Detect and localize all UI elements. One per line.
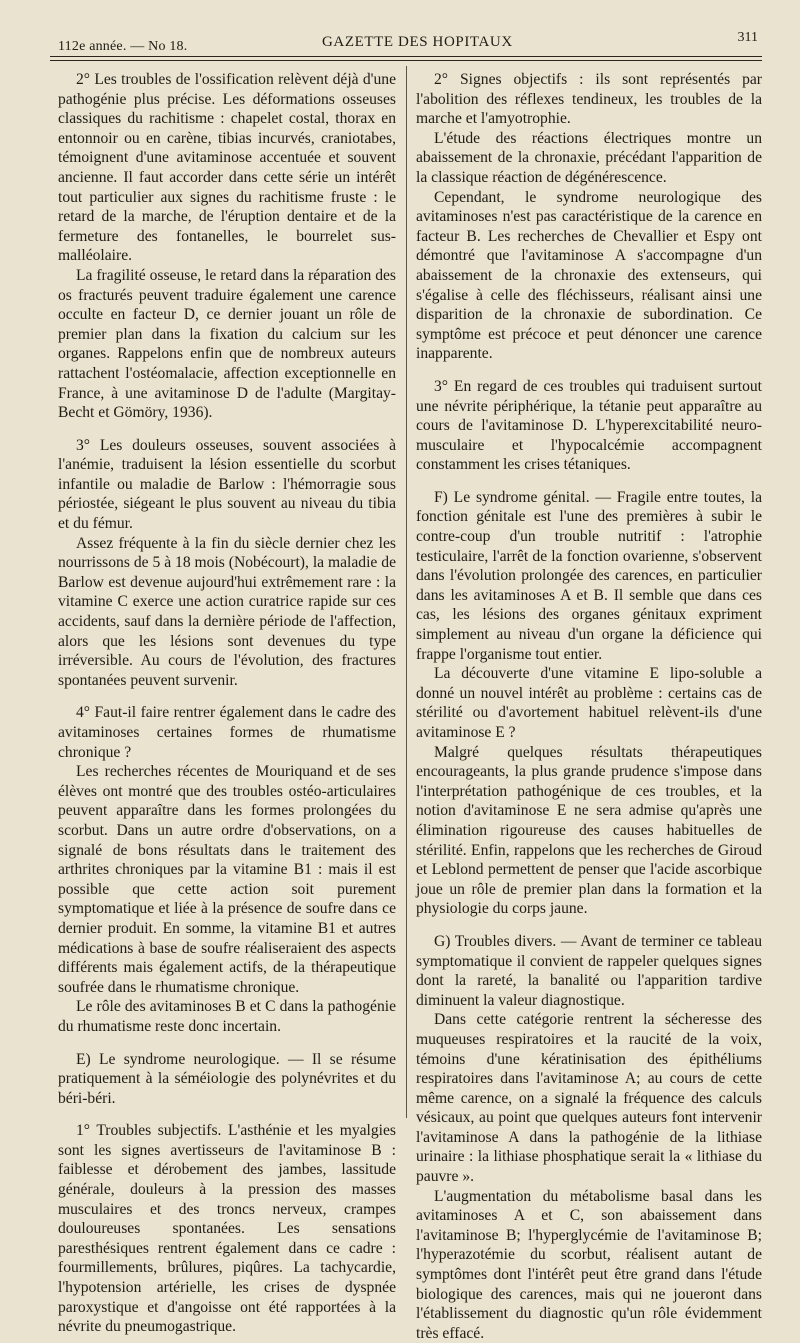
paragraph: 3° En regard de ces troubles qui traduisent surtout une névrite périphérique, la tétanie peut apparaître au cours de l'avitaminose D. L'hyperexcitabilité neuro-musculaire et l'hypocalcémie accompagnent constamment les crises tétaniques. — [416, 377, 762, 474]
paragraph: Dans cette catégorie rentrent la sécheresse des muqueuses respiratoires et la raucité de la voix, témoins d'une kératinisation des épithéliums respiratoires dans l'avitaminose A; au cours de cette même carence, on a signalé la fréquence des calculs vésicaux, au point que quelques auteurs font intervenir l'avitaminose A dans la pathogénie de la lithiase urinaire : la lithiase phosphatique serait la « lithiase du pauvre ». — [416, 1011, 762, 1186]
paragraph: 2° Les troubles de l'ossification relèvent déjà d'une pathogénie plus précise. Les déformations osseuses classiques du rachitisme : chapelet costal, thorax en entonnoir ou en carène, tibias incurvés, craniotabes, témoignent d'une avitaminose accentuée et souvent ancienne. Il faut accorder dans cette série un intérêt tout particulier aux signes du rachitisme fruste : le retard de la marche, de l'éruption dentaire et de la fermeture des fontanelles, le bourrelet sus-malléolaire. — [58, 71, 396, 265]
journal-title: GAZETTE DES HOPITAUX — [322, 34, 513, 50]
paragraph: 4° Faut-il faire rentrer également dans le cadre des avitaminoses certaines formes de rhumatisme chronique ? — [58, 704, 396, 761]
paragraph: Le rôle des avitaminoses B et C dans la pathogénie du rhumatisme reste donc incertain. — [58, 998, 396, 1035]
section-heading-paragraph: G) Troubles divers. — Avant de terminer ce tableau symptomatique il convient de rappeler quelques signes dont la rareté, la banalité ou l'apparition tardive diminuent la valeur diagnostique. — [416, 932, 762, 1009]
header-rule-bottom — [50, 60, 762, 61]
issue-info: 112e année. — No 18. — [58, 39, 188, 54]
paragraph: Assez fréquente à la fin du siècle dernier chez les nourrissons de 5 à 18 mois (Nobécourt), la maladie de Barlow est devenue aujourd'hui extrêmement rare : la vitamine C exerce une action curatrice rapide sur ces accidents, sauf dans la dernière période de l'affection, alors que les lésions sont devenues du type irréversible. Au cours de l'évolution, des fractures spontanées peuvent survenir. — [58, 534, 396, 689]
paragraph: La découverte d'une vitamine E lipo-soluble a donné un nouvel intérêt au problème : certains cas de stérilité ou d'avortement habituel relèvent-ils d'une avitaminose E ? — [416, 665, 762, 741]
section-heading-paragraph: F) Le syndrome génital. — Fragile entre toutes, la fonction génitale est l'une des premières à subir le contre-coup d'un trouble nutritif : l'atrophie testiculaire, l'arrêt de la fonction ovarienne, s'observent dans l'évolution prolongée des carences, en particulier dans les avitaminoses A et B. Il semble que dans ces cas, les lésions des organes génitaux expriment simplement au niveau d'un organe la déficience qui frappe l'organisme tout entier. — [416, 488, 762, 663]
column-divider — [406, 66, 407, 1118]
paragraph: Cependant, le syndrome neurologique des avitaminoses n'est pas caractéristique de la carence en facteur B. Les recherches de Chevallier et Espy ont démontré que l'avitaminose A s'accompagne d'un abaissement de la chronaxie des extenseurs, qui s'égalise à celle des fléchisseurs, réalisant ainsi une disparition de la chronaxie de subordination. Ce symptôme est précoce et peut dénoncer une carence inapparente. — [416, 188, 762, 363]
paragraph: 1° Troubles subjectifs. L'asthénie et les myalgies sont les signes avertisseurs de l'avitaminose B : faiblesse et dérobement des jambes, lassitude générale, douleurs à la pression des masses musculaires et des troncs nerveux, crampes douloureuses spontanées. Les sensations paresthésiques rentrent également dans ce cadre : fourmillements, brûlures, piqûres. La tachycardie, l'hypotension artérielle, les crises de dyspnée paroxystique et d'angoisse ont été rapportées à la névrite du pneumogastrique. — [58, 1122, 396, 1336]
paragraph: 3° Les douleurs osseuses, souvent associées à l'anémie, traduisent la lésion essentielle du scorbut infantile ou maladie de Barlow : l'hémorragie sous périostée, siégeant le plus souvent au niveau du tibia et du fémur. — [58, 436, 396, 533]
page-header — [58, 30, 758, 54]
paragraph: Malgré quelques résultats thérapeutiques encourageants, la plus grande prudence s'impose dans l'interprétation pathogénique de ces troubles, et la notion d'avitaminose E ne sera admise qu'après une élimination rigoureuse des causes habituelles de stérilité. Enfin, rappelons que les recherches de Giroud et Leblond permettent de penser que l'acide ascorbique joue un rôle de premier plan dans la formation et la physiologie du corps jaune. — [416, 743, 762, 918]
page-number: 311 — [737, 30, 758, 45]
right-column — [416, 70, 762, 1343]
paragraph: La fragilité osseuse, le retard dans la réparation des os fracturés peuvent traduire également une carence occulte en facteur D, ce dernier jouant un rôle de premier plan dans la fixation du calcium sur les organes. Rappelons enfin que de nombreux auteurs rattachent l'ostéomalacie, affection exceptionnelle en France, à une avitaminose D de l'adulte (Margitay-Becht et Gömöry, 1936). — [58, 266, 396, 422]
paragraph: L'étude des réactions électriques montre un abaissement de la chronaxie, précédant l'apparition de la classique réaction de dégénérescence. — [416, 129, 762, 186]
paragraph: 2° Signes objectifs : ils sont représentés par l'abolition des réflexes tendineux, les troubles de la marche et l'amyotrophie. — [416, 71, 762, 128]
left-column — [58, 70, 396, 1337]
section-heading-paragraph: E) Le syndrome neurologique. — Il se résume pratiquement à la séméiologie des polynévrites et du béri-béri. — [58, 1050, 396, 1107]
header-rule-top — [50, 56, 762, 57]
paragraph: Les recherches récentes de Mouriquand et de ses élèves ont montré que des troubles ostéo-articulaires peuvent apparaître dans les formes prolongées du scorbut. Dans un autre ordre d'observations, on a signalé de bons résultats dans le traitement des arthrites chroniques par la vitamine B1 : mais il est possible que cette action soit purement symptomatique et liée à la présence de soufre dans ce dernier produit. En somme, la vitamine B1 et autres médications à base de soufre réaliseraient des aspects différents mais également actifs, de la thérapeutique soufrée dans le rhumatisme chronique. — [58, 763, 396, 996]
paragraph: L'augmentation du métabolisme basal dans les avitaminoses A et C, son abaissement dans l'avitaminose B; l'hyperglycémie de l'avitaminose B; l'hyperazotémie du scorbut, réalisent autant de symptômes dont l'intérêt peut être grand dans l'étude biologique des carences, mais qui ne joueront dans l'établissement du diagnostic qu'un rôle évidemment très effacé. — [416, 1187, 762, 1342]
